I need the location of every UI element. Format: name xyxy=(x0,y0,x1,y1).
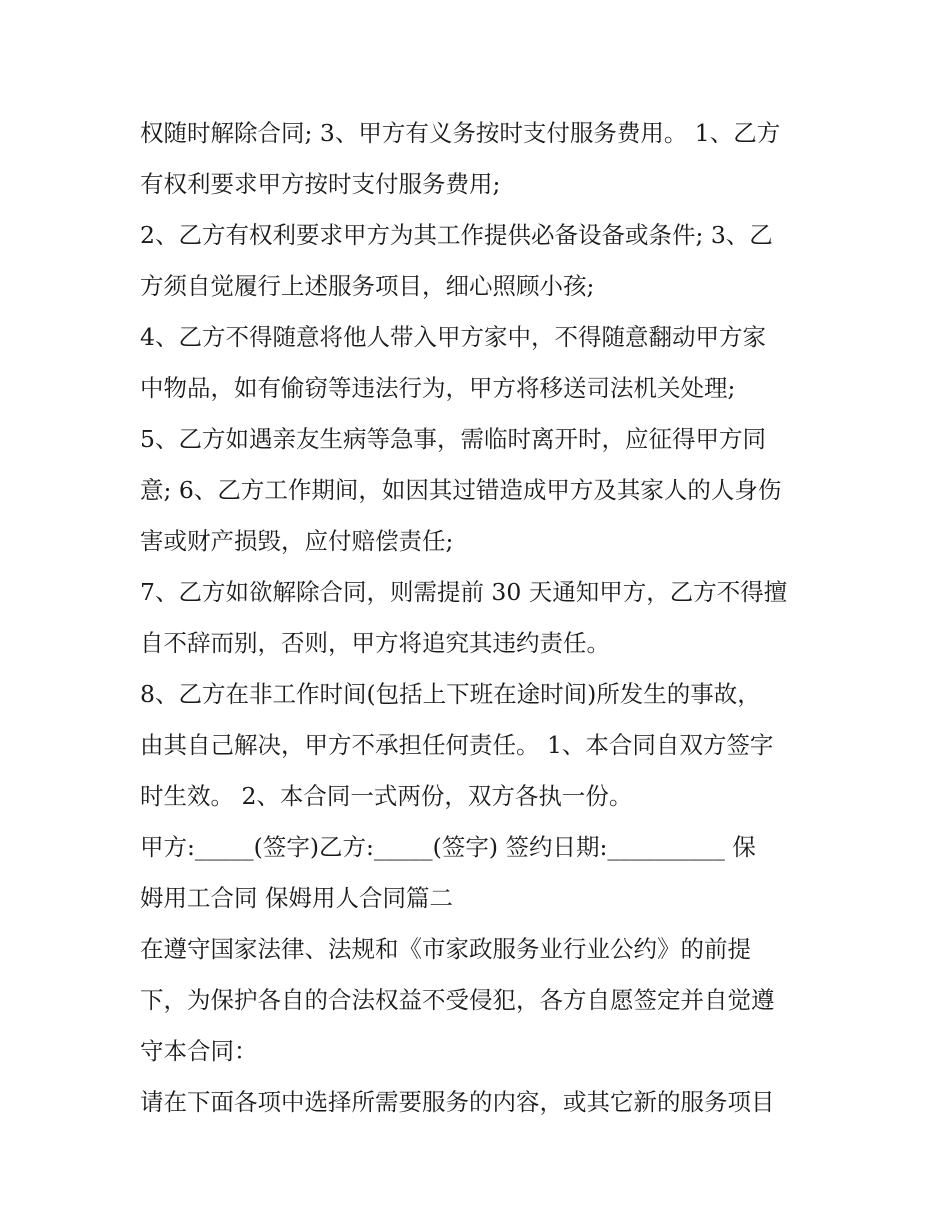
text-line: 姆用工合同 保姆用人合同篇二 xyxy=(140,884,453,912)
text-line: 5、乙方如遇亲友生病等急事，需临时离开时，应征得甲方同 xyxy=(140,425,766,453)
text-line: 由其自己解决，甲方不承担任何责任。 1、本合同自双方签字 xyxy=(140,731,774,759)
text-line: 8、乙方在非工作时间(包括上下班在途时间)所发生的事故， xyxy=(140,680,761,708)
text-line: 7、乙方如欲解除合同，则需提前 30 天通知甲方，乙方不得擅 xyxy=(140,578,788,606)
document-body xyxy=(140,108,820,1128)
text-line: 下，为保护各自的合法权益不受侵犯，各方自愿签定并自觉遵 xyxy=(140,986,775,1014)
text-line: 意; 6、乙方工作期间，如因其过错造成甲方及其家人的人身伤 xyxy=(140,476,782,504)
text-line: 自不辞而别，否则，甲方将追究其违约责任。 xyxy=(140,629,610,657)
text-line: 2、乙方有权利要求甲方为其工作提供必备设备或条件; 3、乙 xyxy=(140,221,773,249)
text-line: 害或财产损毁，应付赔偿责任; xyxy=(140,527,454,555)
text-line: 中物品，如有偷窃等违法行为，甲方将移送司法机关处理; xyxy=(140,374,736,402)
text-line: 甲方:_____(签字)乙方:_____(签字) 签约日期:__________ 保 xyxy=(140,833,756,861)
text-line: 请在下面各项中选择所需要服务的内容，或其它新的服务项目 xyxy=(140,1088,775,1116)
text-line: 在遵守国家法律、法规和《市家政服务业行业公约》的前提 xyxy=(140,935,751,963)
text-line: 方须自觉履行上述服务项目，细心照顾小孩; xyxy=(140,272,595,300)
text-line: 4、乙方不得随意将他人带入甲方家中，不得随意翻动甲方家 xyxy=(140,323,766,351)
text-line: 守本合同： xyxy=(140,1037,258,1065)
text-line: 有权利要求甲方按时支付服务费用; xyxy=(140,170,501,198)
text-line: 时生效。 2、本合同一式两份，双方各执一份。 xyxy=(140,782,633,810)
text-line: 权随时解除合同; 3、甲方有义务按时支付服务费用。 1、乙方 xyxy=(140,119,781,147)
